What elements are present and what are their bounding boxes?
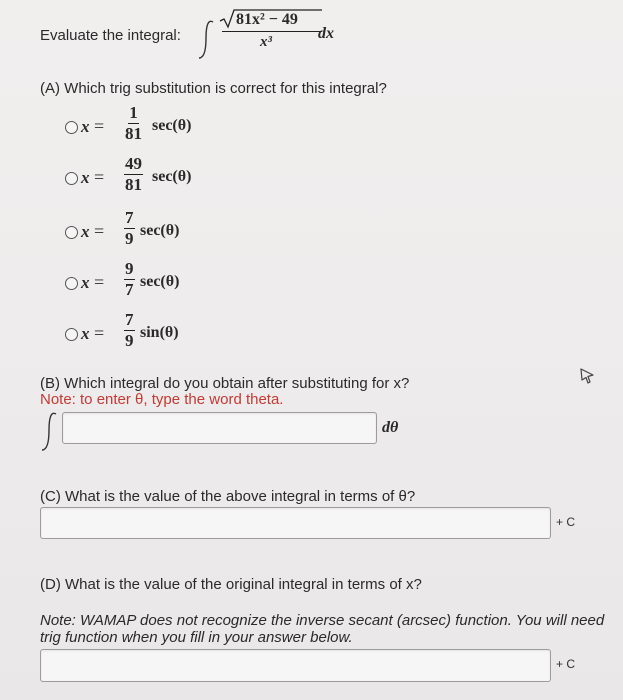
option-5-eq: = [94, 323, 105, 343]
option-1-eq: = [94, 116, 105, 136]
option-2-fraction [124, 155, 143, 194]
option-3-fn: sec(θ) [140, 222, 180, 239]
part-b-integral-input[interactable] [62, 412, 377, 444]
option-1-fraction [125, 104, 142, 143]
option-4-num: 9 [125, 259, 134, 278]
option-5-fn: sin(θ) [140, 324, 179, 341]
part-b-note: Note: to enter θ, type the word theta. [40, 391, 284, 408]
part-d-plus-c: + C [556, 657, 576, 671]
option-5-den: 9 [125, 331, 134, 350]
integral-sign-icon [40, 410, 60, 454]
option-3-den: 9 [125, 229, 134, 248]
option-2-eq: = [94, 167, 105, 187]
radio-option-5[interactable] [65, 328, 78, 341]
integral-sign-icon [196, 18, 218, 62]
radio-option-3[interactable] [65, 226, 78, 239]
option-1-num: 1 [129, 103, 138, 122]
option-4-var: x [81, 273, 90, 292]
option-2-fn: sec(θ) [152, 168, 192, 185]
option-2-var: x [81, 168, 90, 187]
question-prompt: Evaluate the integral: [40, 27, 181, 44]
part-d-label: (D) What is the value of the original integral in terms of x? [40, 576, 422, 593]
option-4-fraction [124, 260, 135, 299]
option-2-num: 49 [125, 154, 142, 173]
fraction-bar [222, 31, 322, 32]
option-4-den: 7 [125, 280, 134, 299]
part-b-label: (B) Which integral do you obtain after substituting for x? [40, 375, 410, 392]
integrand-fraction [218, 6, 322, 52]
part-c-plus-c: + C [556, 515, 576, 529]
option-1-fn: sec(θ) [152, 117, 192, 134]
integrand-denominator: x³ [260, 34, 272, 50]
part-a-label: (A) Which trig substitution is correct for this integral? [40, 80, 387, 97]
part-d-note-line1: Note: WAMAP does not recognize the inverse secant (arcsec) function. You will need [40, 612, 605, 629]
integral-differential: dx [318, 25, 334, 42]
option-1-var: x [81, 117, 90, 136]
option-5-var: x [81, 324, 90, 343]
radio-option-4[interactable] [65, 277, 78, 290]
radio-option-2[interactable] [65, 172, 78, 185]
option-3-var: x [81, 222, 90, 241]
option-4-eq: = [94, 272, 105, 292]
part-b-differential: dθ [382, 419, 399, 436]
radio-option-1[interactable] [65, 121, 78, 134]
cursor-arrow-icon [578, 366, 598, 386]
option-3-num: 7 [125, 208, 134, 227]
option-5-fraction [124, 311, 135, 350]
part-d-answer-input[interactable] [40, 649, 551, 682]
part-c-label: (C) What is the value of the above integral in terms of θ? [40, 488, 416, 505]
option-5-num: 7 [125, 310, 134, 329]
integrand-radicand: 81x² − 49 [236, 11, 298, 28]
option-2-den: 81 [125, 175, 142, 194]
option-4-fn: sec(θ) [140, 273, 180, 290]
option-1-den: 81 [125, 124, 142, 143]
part-d-note-line2: trig function when you fill in your answer below. [40, 629, 353, 646]
part-c-answer-input[interactable] [40, 507, 551, 539]
option-3-eq: = [94, 221, 105, 241]
option-3-fraction [124, 209, 135, 248]
